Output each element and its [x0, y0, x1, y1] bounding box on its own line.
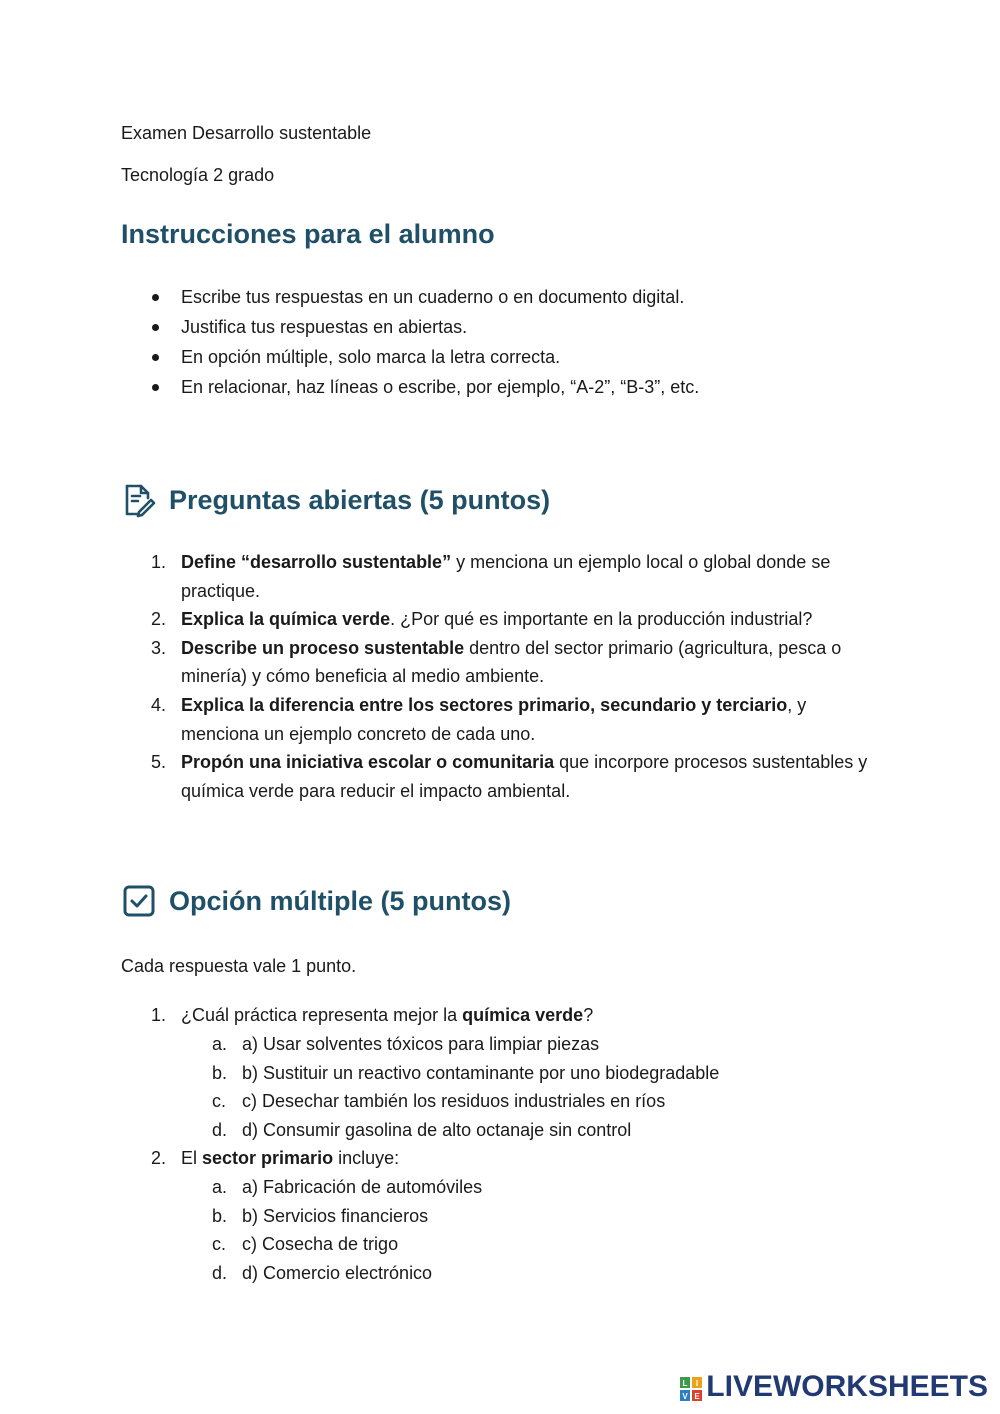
option-text: b) Servicios financieros [242, 1205, 429, 1226]
instruction-item [121, 282, 881, 312]
bullet-icon [152, 384, 159, 391]
question-bold-text: Propón una iniciativa escolar o comunitaria [181, 752, 555, 773]
option-text: d) Comercio electrónico [242, 1262, 433, 1283]
mc-option[interactable] [121, 1259, 881, 1288]
question-number: 4. [151, 694, 167, 715]
liveworksheets-logo-icon [680, 1375, 702, 1399]
open-questions-heading [121, 482, 881, 518]
question-number: 1. [151, 1005, 167, 1026]
mc-option[interactable] [121, 1059, 881, 1088]
open-question [121, 691, 881, 748]
question-bold-text: Explica la diferencia entre los sectores primario, secundario y terciario [181, 694, 788, 715]
option-letter: a. [212, 1033, 228, 1054]
instructions-list [121, 282, 881, 402]
question-bold-text: Define “desarrollo sustentable” [181, 552, 452, 572]
mc-question [121, 1144, 881, 1287]
open-question [121, 634, 881, 691]
bullet-icon [152, 294, 159, 301]
svg-text:V: V [682, 1392, 688, 1401]
mc-option[interactable] [121, 1030, 881, 1059]
instructions-heading-text: Instrucciones para el alumno [121, 219, 495, 249]
mc-option[interactable] [121, 1202, 881, 1231]
question-text: que incorpore procesos sustentables y química verde para reducir el impacto ambiental. [181, 752, 868, 801]
option-letter: a. [212, 1176, 228, 1197]
instruction-text: En opción múltiple, solo marca la letra correcta. [181, 347, 561, 367]
question-text: y menciona un ejemplo local o global donde se practique. [181, 552, 831, 601]
option-text: a) Usar solventes tóxicos para limpiar piezas [242, 1033, 600, 1054]
mc-question [121, 1001, 881, 1144]
question-bold-text: Describe un proceso sustentable [181, 637, 465, 658]
question-number: 2. [151, 609, 167, 630]
mc-option[interactable] [121, 1116, 881, 1145]
option-text: d) Consumir gasolina de alto octanaje sin control [242, 1119, 632, 1140]
open-questions-list [121, 548, 881, 805]
question-bold-text: química verde [462, 1005, 584, 1026]
question-bold-text: sector primario [202, 1148, 334, 1169]
option-text: c) Desechar también los residuos industriales en ríos [242, 1091, 666, 1112]
open-question [121, 605, 881, 634]
option-letter: c. [212, 1234, 227, 1255]
option-letter: d. [212, 1262, 228, 1283]
instruction-item [121, 342, 881, 372]
option-letter: b. [212, 1062, 228, 1083]
multiple-choice-intro: Cada respuesta vale 1 punto. [121, 956, 357, 977]
question-text: incluye: [333, 1148, 400, 1169]
option-letter: c. [212, 1091, 227, 1112]
question-number: 3. [151, 637, 167, 658]
instruction-text: Escribe tus respuestas en un cuaderno o en documento digital. [181, 287, 685, 307]
option-text: a) Fabricación de automóviles [242, 1176, 483, 1197]
open-question [121, 748, 881, 805]
svg-text:E: E [694, 1392, 700, 1401]
question-number: 2. [151, 1148, 167, 1169]
instruction-text: Justifica tus respuestas en abiertas. [181, 317, 468, 337]
mc-option[interactable] [121, 1173, 881, 1202]
question-text: dentro del sector primario (agricultura, pesca o minería) y cómo beneficia al medio ambiente. [181, 637, 842, 687]
multiple-choice-list [121, 1001, 881, 1287]
checkbox-checked-icon [121, 883, 157, 919]
instruction-text: En relacionar, haz líneas o escribe, por ejemplo, “A-2”, “B-3”, etc. [181, 377, 700, 397]
mc-option[interactable] [121, 1230, 881, 1259]
option-letter: d. [212, 1119, 228, 1140]
question-text: El [181, 1148, 203, 1169]
option-text: c) Cosecha de trigo [242, 1234, 399, 1255]
svg-text:L: L [682, 1379, 688, 1388]
multiple-choice-heading [121, 883, 881, 919]
instructions-heading [121, 216, 881, 252]
document-subtitle: Tecnología 2 grado [121, 165, 275, 185]
question-text: ¿Cuál práctica representa mejor la [181, 1005, 463, 1026]
question-text: . ¿Por qué es importante en la producción industrial? [390, 609, 813, 630]
question-bold-text: Explica la química verde [181, 609, 391, 630]
options-list [181, 1173, 881, 1287]
mc-option[interactable] [121, 1087, 881, 1116]
bullet-icon [152, 354, 159, 361]
svg-text:I: I [696, 1379, 699, 1388]
liveworksheets-logo-text: LIVEWORKSHEETS [706, 1370, 988, 1403]
instruction-item [121, 372, 881, 402]
bullet-icon [152, 324, 159, 331]
question-number: 5. [151, 752, 167, 773]
multiple-choice-heading-text: Opción múltiple (5 puntos) [169, 886, 511, 917]
instruction-item [121, 312, 881, 342]
edit-document-icon [121, 482, 157, 518]
option-letter: b. [212, 1205, 228, 1226]
worksheet-page [121, 120, 881, 1287]
question-text: ? [583, 1005, 594, 1026]
question-text: , y menciona un ejemplo concreto de cada uno. [181, 694, 807, 744]
question-number: 1. [151, 552, 167, 572]
liveworksheets-logo [680, 1370, 988, 1404]
options-list [181, 1030, 881, 1144]
option-text: b) Sustituir un reactivo contaminante por uno biodegradable [242, 1062, 720, 1083]
document-title: Examen Desarrollo sustentable [121, 123, 372, 143]
open-question [121, 548, 881, 605]
open-questions-heading-text: Preguntas abiertas (5 puntos) [169, 485, 551, 515]
